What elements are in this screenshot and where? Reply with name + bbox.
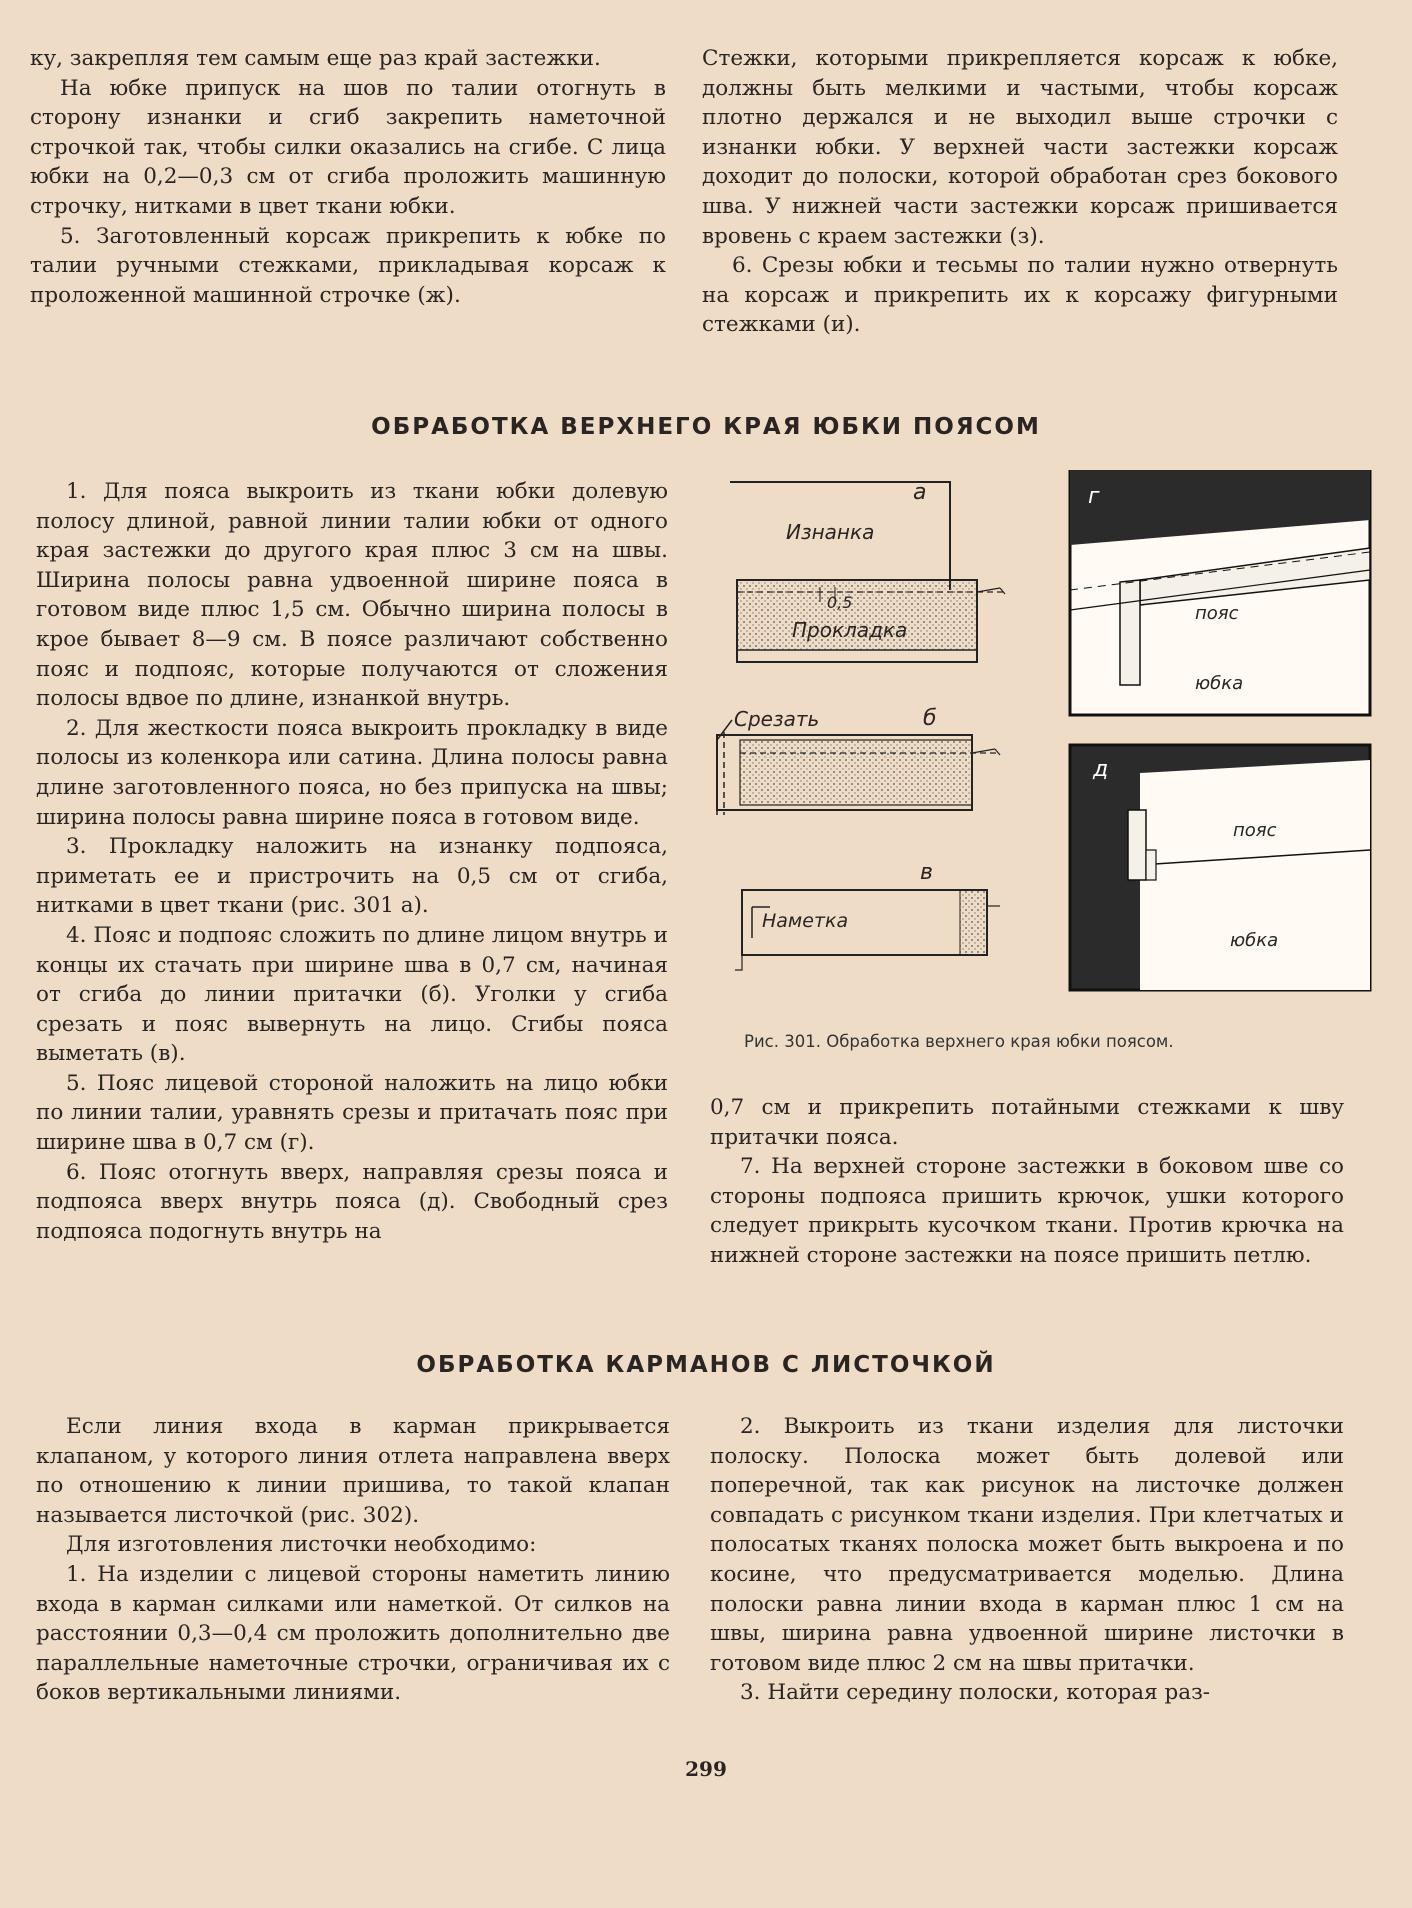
paragraph: 1. Для пояса выкроить из ткани юбки долевую полосу длиной, равной линии талии юбки от одного края застежки до другого края плюс 3 см на швы. Ширина полосы равна удвоенной ширине пояса в готовом виде плюс 1,5 см. Обычно ширина полосы в крое бывает 8—9 см. В поясе различают собственно пояс и подпояс, которые получаются от сложения полосы вдвое по длине, изнанкой внутрь. <box>36 479 668 712</box>
paragraph: 3. Найти середину полоски, которая раз- <box>740 1680 1211 1706</box>
section1-right-column <box>710 1093 1344 1271</box>
figure-caption: Рис. 301. Обработка верхнего края юбки поясом. <box>744 1032 1174 1051</box>
section-heading: ОБРАБОТКА КАРМАНОВ С ЛИСТОЧКОЙ <box>416 1352 996 1378</box>
section-heading: ОБРАБОТКА ВЕРХНЕГО КРАЯ ЮБКИ ПОЯСОМ <box>371 414 1041 440</box>
fig-label-iznanka: Изнанка <box>786 520 875 544</box>
fig-label-srezat: Срезать <box>734 707 820 731</box>
fig-label-yubka-d: юбка <box>1230 930 1279 951</box>
figure-part-b <box>717 720 1000 815</box>
paragraph: 2. Выкроить из ткани изделия для листочки полоску. Полоска может быть долевой или поперечной, так как рисунок на листочке должен совпадать с рисунком ткани изделия. При клетчатых и полосатых тканях полоска может быть выкроена и по косине, что предусматривается моделью. Длина полоски равна линии входа в карман плюс 1 см на швы, ширина равна удвоенной ширине листочки в готовом виде плюс 2 см на швы притачки. <box>710 1414 1344 1676</box>
top-right-column <box>702 44 1338 340</box>
fig-label-b: б <box>923 706 937 731</box>
paragraph: 5. Пояс лицевой стороной наложить на лицо юбки по линии талии, уравнять срезы и притачать пояс при ширине шва в 0,7 см (г). <box>36 1070 668 1156</box>
paragraph: Стежки, которыми прикрепляется корсаж к юбке, должны быть мелкими и частыми, чтобы корсаж плотно держался и не выходил выше строчки с изнанки юбки. У верхней части застежки корсаж доходит до полоски, которой обработан срез бокового шва. У нижней части застежки корсаж пришивается вровень с краем застежки (з). <box>702 46 1338 249</box>
fig-label-yubka-g: юбка <box>1195 673 1244 694</box>
paragraph: 2. Для жесткости пояса выкроить прокладку в виде полосы из коленкора или сатина. Длина полосы равна длине заготовленного пояса, но без припуска на швы; ширина полосы равна ширине пояса в готовом виде. <box>36 715 668 830</box>
paragraph: 4. Пояс и подпояс сложить по длине лицом внутрь и концы их стачать при ширине шва в 0,7 см, начиная от сгиба до линии притачки (б). Уголки у сгиба срезать и пояс вывернуть на лицо. Сгибы пояса выметать (в). <box>36 922 668 1067</box>
fig-label-g: г <box>1088 484 1100 509</box>
paragraph: Если линия входа в карман прикрывается клапаном, у которого линия отлета направлена вверх по отношению к линии пришива, то такой клапан называется листочкой (рис. 302). <box>36 1414 670 1528</box>
fig-label-poyas-g: пояс <box>1195 603 1239 624</box>
fig-label-prokladka: Прокладка <box>792 618 908 642</box>
paragraph: Для изготовления листочки необходимо: <box>66 1532 537 1558</box>
fig-label-v: в <box>920 860 933 885</box>
figure-301 <box>700 470 1380 1010</box>
section2-right-column <box>710 1412 1344 1708</box>
paragraph: 7. На верхней стороне застежки в боковом шве со стороны подпояса пришить крючок, ушки которого следует прикрыть кусочком ткани. Против крючка на нижней стороне застежки на поясе пришить петлю. <box>710 1154 1344 1268</box>
section2-left-column <box>36 1412 670 1708</box>
page-number: 299 <box>685 1757 727 1781</box>
fig-label-d: д <box>1093 757 1109 782</box>
paragraph: 1. На изделии с лицевой стороны наметить линию входа в карман силками или наметкой. От силков на расстоянии 0,3—0,4 см проложить дополнительно две параллельные наметочные строчки, ограничивая их с боков вертикальными линиями. <box>36 1561 670 1706</box>
paragraph: 3. Прокладку наложить на изнанку подпояса, приметать ее и пристрочить на 0,5 см от сгиба, нитками в цвет ткани (рис. 301 а). <box>36 834 668 919</box>
fig-label-poyas-d: пояс <box>1233 820 1277 841</box>
fig-label-nametka: Наметка <box>762 910 849 932</box>
paragraph: ку, закрепляя тем самым еще раз край застежки. <box>30 46 601 71</box>
paragraph: 0,7 см и прикрепить потайными стежками к шву притачки пояса. <box>710 1095 1344 1150</box>
fig-label-a: а <box>913 480 927 505</box>
top-left-column <box>30 44 666 310</box>
fig-label-dim: 0,5 <box>827 593 853 612</box>
section1-left-column <box>36 477 668 1246</box>
paragraph: 6. Срезы юбки и тесьмы по талии нужно отвернуть на корсаж и прикрепить их к корсажу фигурными стежками (и). <box>702 253 1338 338</box>
paragraph: На юбке припуск на шов по талии отогнуть в сторону изнанки и сгиб закрепить наметочной строчкой так, чтобы силки оказались на сгибе. С лица юбки на 0,2—0,3 см от сгиба проложить машинную строчку, нитками в цвет ткани юбки. <box>30 75 666 219</box>
paragraph: 5. Заготовленный корсаж прикрепить к юбке по талии ручными стежками, прикладывая корсаж к проложенной машинной строчке (ж). <box>30 223 666 308</box>
figure-part-d[interactable] <box>1070 745 1370 990</box>
paragraph: 6. Пояс отогнуть вверх, направляя срезы пояса и подпояса вверх внутрь пояса (д). Свободный срез подпояса подогнуть внутрь на <box>36 1159 668 1244</box>
